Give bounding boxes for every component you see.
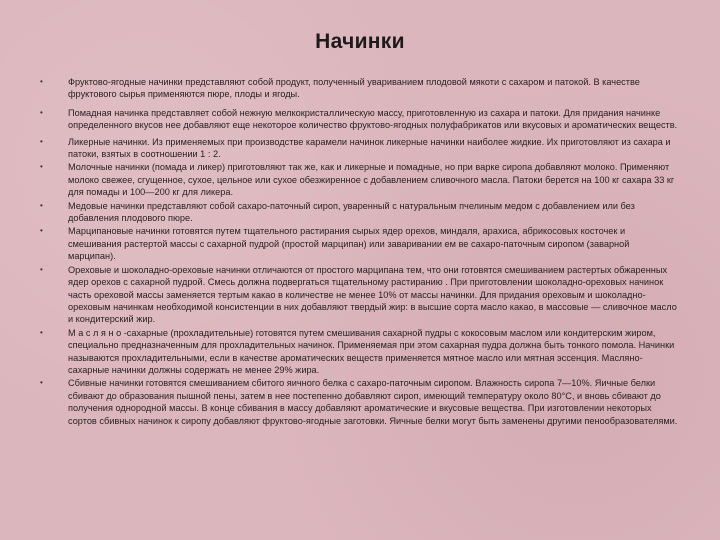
list-item-fondant: [38, 107, 678, 132]
bullet-icon: •: [40, 327, 43, 337]
list-item-text: Ореховые и шоколадно-ореховые начинки отличаются от простого марципана тем, что они готовятся смешиванием растертых обжаренных ядер орехов с сахарной пудрой. Смесь должна подвергаться тщательному растиранию . При приготовлении шоколадно-ореховых начинок часть ореховой массы заменяется тертым какао в количестве не менее 10% от массы начинки. Для придания ореховым и шоколадно-ореховым начинкам необходимой консистенции в них добавляют твердый жир: в высшие сорта масло какао, в массовые — сливочное масло и кондитерский жир.: [68, 264, 677, 325]
bullet-icon: •: [40, 200, 43, 210]
bullet-icon: •: [40, 107, 43, 117]
list-item-text: Помадная начинка представляет собой нежную мелкокристаллическую массу, приготовленную из сахара и патоки. Для придания начинке определенного вкусов нее добавляют еще некоторое количество фруктово-ягодных полуфабрикатов или вкусовых и ароматических веществ.: [68, 107, 678, 131]
list-item-text: Ликерные начинки. Из применяемых при производстве карамели начинок ликерные начинки наиболее жидкие. Их приготовляют из сахара и патоки, взятых в соотношении 1 : 2.: [68, 136, 671, 160]
list-item-text: Марципановые начинки готовятся путем тщательного растирания сырых ядер орехов, миндаля, арахиса, абрикосовых косточек и смешивания растертой массы с сахарной пудрой (простой марципан) или заваривании ем ве сахаро-паточным сиропом (заварной марципан).: [68, 226, 630, 262]
bullet-icon: •: [40, 136, 43, 146]
list-item-text: Фруктово-ягодные начинки представляют собой продукт, полученный увариванием плодовой мякоти с сахаром и патокой. В качестве фруктового сырья применяются пюре, плоды и ягоды.: [68, 77, 640, 100]
page-title: Начинки: [315, 30, 405, 53]
list-item-text: Молочные начинки (помада и ликер) приготовляют так же, как и ликерные и помадные, но при варке сиропа добавляют молоко. Применяют молоко свежее, сгущенное, сухое, цельное или сухое обезжиренное с добавлением сливочного масла. Патоки берется на 100 кг сахара 33 кг для помады и 100—200 кг для ликера.: [68, 162, 675, 198]
list-item-whipped: [38, 377, 678, 427]
bullet-icon: •: [40, 378, 43, 388]
list-item-nut: [38, 264, 678, 326]
list-item-marzipan: [38, 225, 678, 262]
bullet-icon: •: [40, 77, 43, 86]
list-item-butter-sugar: [38, 327, 678, 377]
list-item-text: Медовые начинки представляют собой сахаро-паточный сироп, уваренный с натуральным пчелиным медом с добавлением или без добавления плодового пюре.: [68, 200, 635, 224]
bullet-icon: •: [40, 162, 43, 172]
fillings-list: [38, 76, 678, 427]
list-item-text: М а с л я н о -сахарные (прохладительные) готовятся путем смешивания сахарной пудры с кокосовым маслом или кондитерским жиром, специально предназначенным для прохладительных начинок. Применяемая при этом сахарная пудра должна быть тонкого помола. Начинки называются прохладительными, если в качестве ароматических веществ применяется мятное масло или мятная эссенция. Масляно-сахарные начинки должны содержать не менее 29% жира.: [68, 327, 675, 375]
bullet-icon: •: [40, 264, 43, 274]
list-item-fruit: [38, 76, 678, 101]
bullet-icon: •: [40, 226, 43, 236]
list-item-milk: [38, 161, 678, 198]
list-item-liqueur: [38, 136, 678, 161]
list-item-text: Сбивные начинки готовятся смешиванием сбитого яичного белка с сахаро-паточным сиропом. Влажность сиропа 7—10%. Яичные белки сбивают до образования пышной пены, затем в нее постепенно добавляют сироп, имеющий температуру около 80°С, и вновь сбивают до получения однородной массы. В конце сбивания в массу добавляют ароматические и вкусовые вещества. При изготовлении некоторых сортов сбивных начинок к сиропу добавляют фруктово-ягодные заготовки. Яичные белки могут быть заменены другими пенообразователями.: [68, 378, 678, 426]
list-item-honey: [38, 200, 678, 225]
